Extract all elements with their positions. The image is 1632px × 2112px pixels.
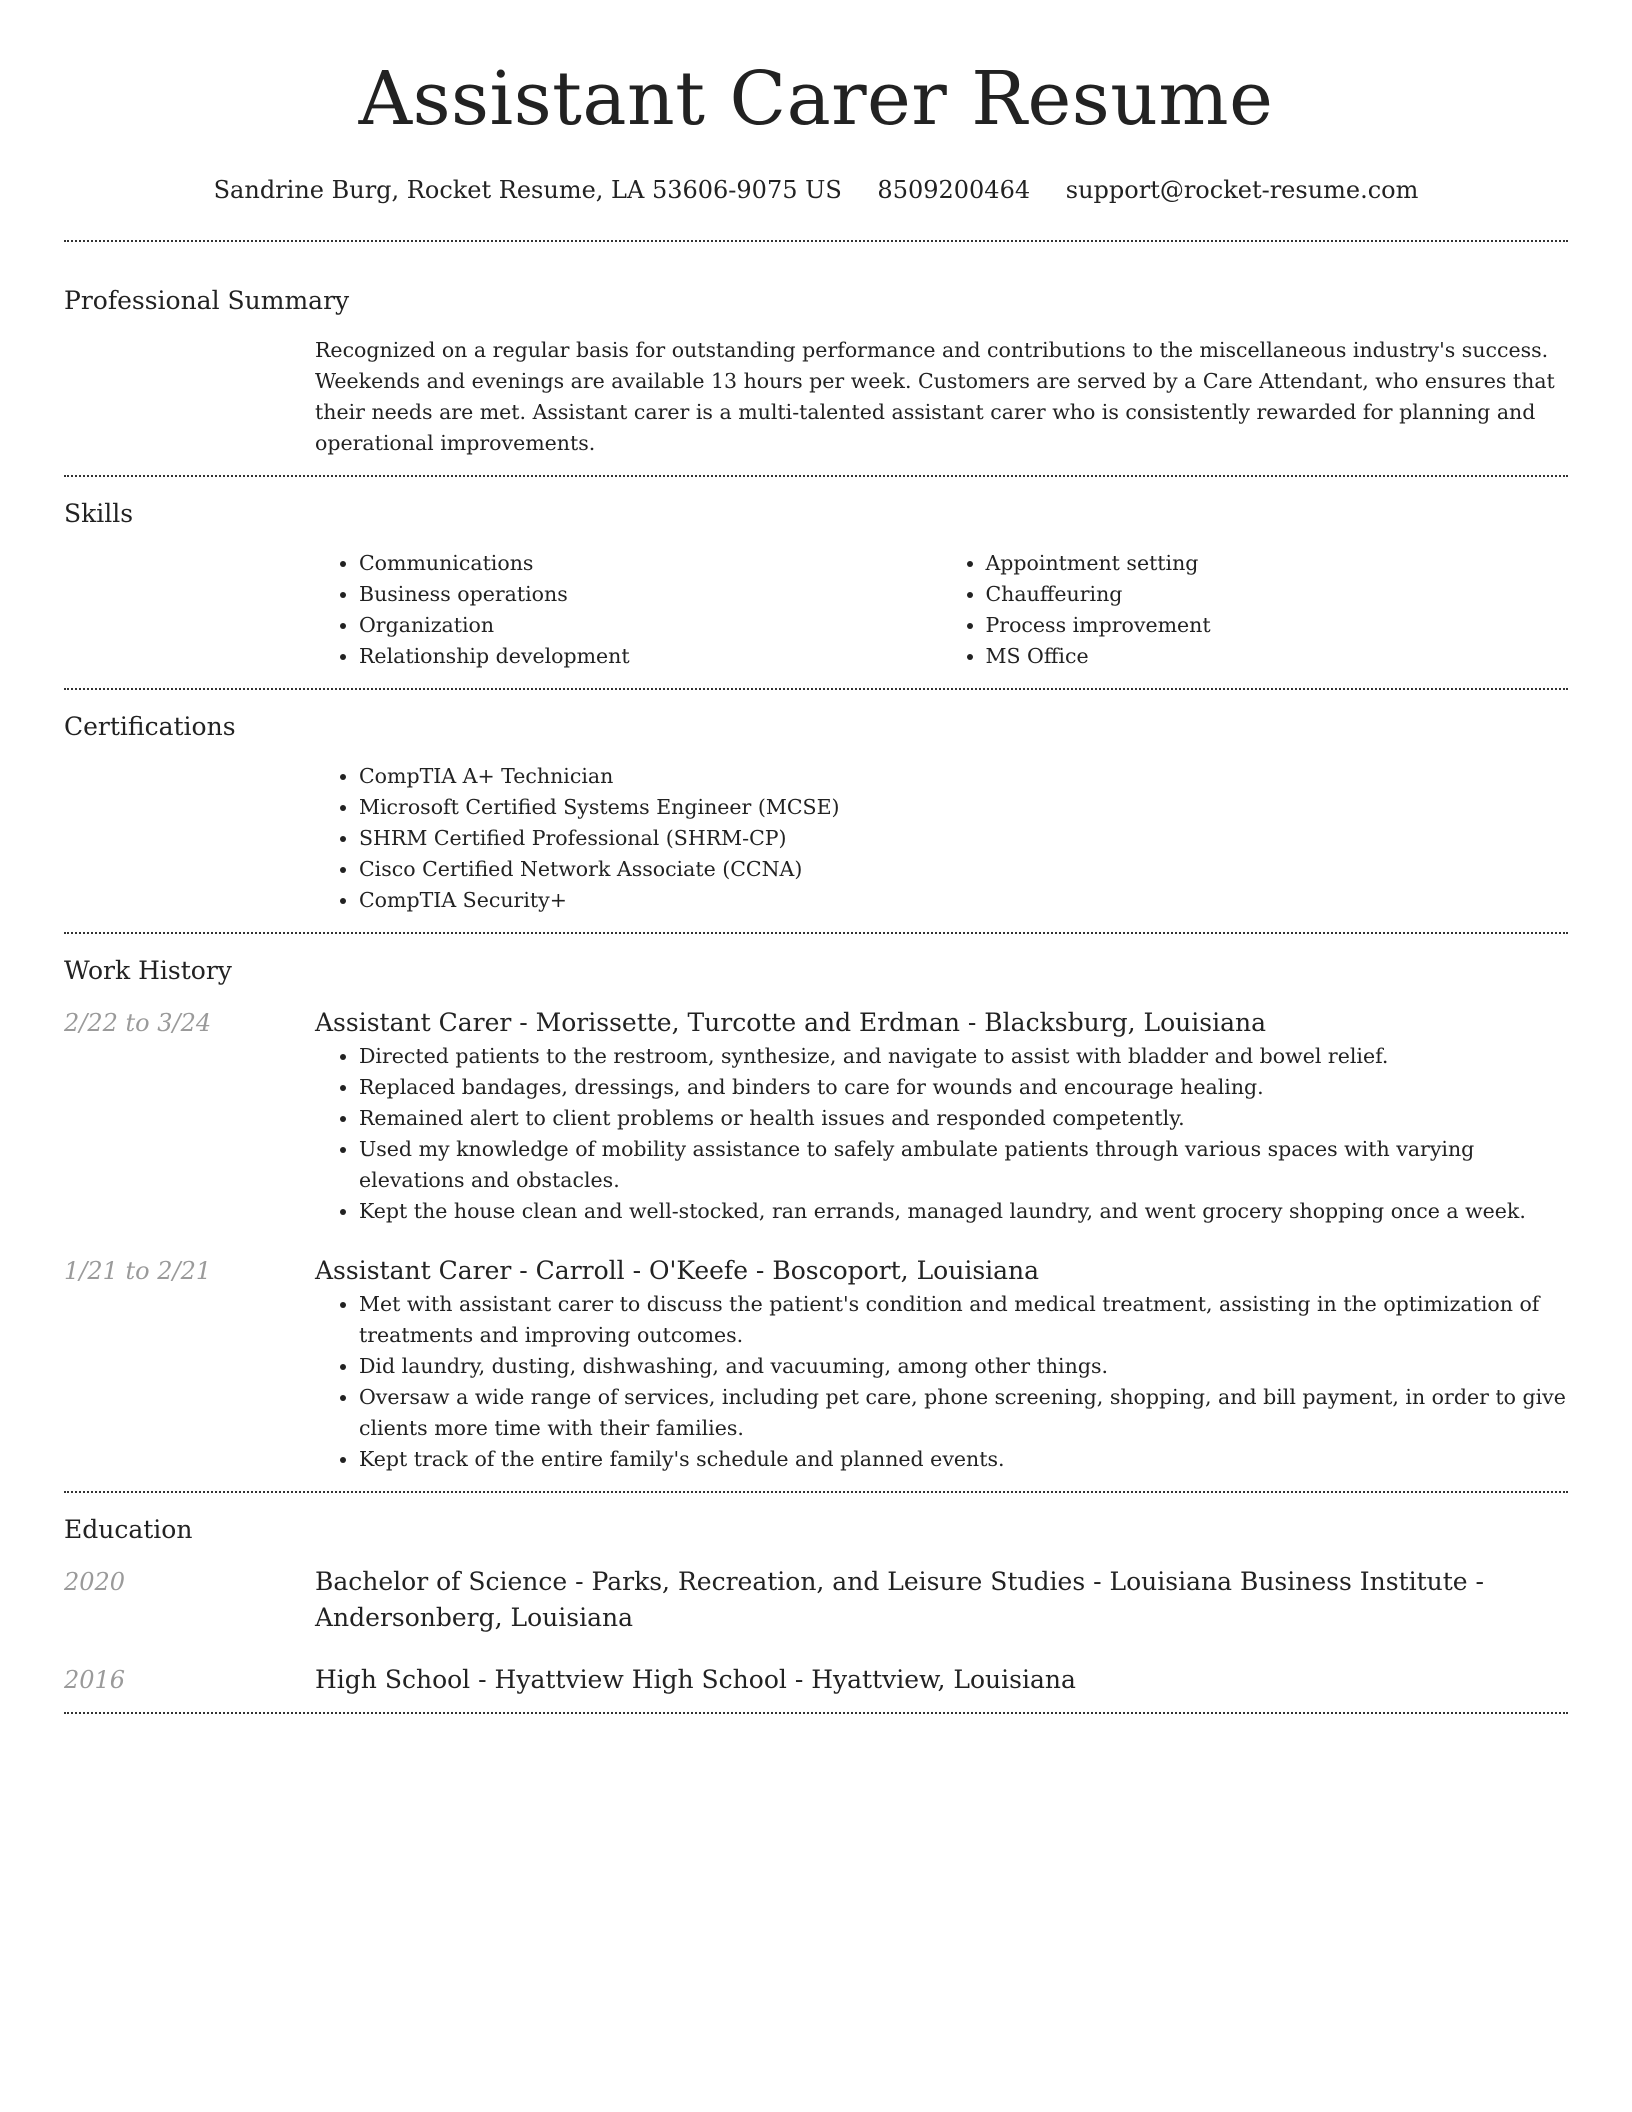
- work-bullet: • Kept track of the entire family's schedule and planned events.: [359, 1444, 1568, 1475]
- skills-section: [64, 477, 1568, 688]
- work-bullet: • Replaced bandages, dressings, and binders to care for wounds and encourage healing.: [359, 1072, 1568, 1103]
- work-details: [315, 1005, 1568, 1227]
- skills-grid: [315, 548, 1568, 688]
- certifications-list: [315, 761, 1568, 916]
- work-entry: [64, 1005, 1568, 1227]
- work-bullet: • Remained alert to client problems or health issues and responded competently.: [359, 1103, 1568, 1134]
- education-heading-text: High School - Hyattview High School - Hyattview, Louisiana: [315, 1665, 1076, 1694]
- certification-item: • CompTIA A+ Technician: [359, 761, 1568, 792]
- work-bullet: • Used my knowledge of mobility assistance to safely ambulate patients through various spaces with varying elevations and obstacles.: [359, 1134, 1568, 1196]
- certifications-body: [315, 761, 1568, 932]
- skill-item: • Chauffeuring: [986, 579, 1569, 610]
- certification-item: • CompTIA Security+: [359, 885, 1568, 916]
- education-entry: [64, 1662, 1568, 1698]
- contact-line: [64, 176, 1568, 204]
- summary-body: [315, 335, 1568, 475]
- work-bullet: • Did laundry, dusting, dishwashing, and vacuuming, among other things.: [359, 1351, 1568, 1382]
- education-entry: [64, 1564, 1568, 1636]
- summary-text: Recognized on a regular basis for outstanding performance and contributions to the miscellaneous industry's success. Weekends and evenings are available 13 hours per week. Customers are served by a Care Attendant, who ensures that their needs are met. Assistant carer is a multi-talented assistant carer who is consistently rewarded for planning and operational improvements.: [315, 338, 1555, 455]
- work-bullets: [315, 1289, 1568, 1475]
- skill-item: • Appointment setting: [986, 548, 1569, 579]
- summary-heading: Professional Summary: [64, 286, 350, 315]
- work-entry: [64, 1253, 1568, 1475]
- work-bullet: • Met with assistant carer to discuss the patient's condition and medical treatment, assisting in the optimization of treatments and improving outcomes.: [359, 1289, 1568, 1351]
- work-heading: Assistant Carer - Carroll - O'Keefe - Boscoport, Louisiana: [315, 1256, 1040, 1285]
- work-bullet: • Directed patients to the restroom, synthesize, and navigate to assist with bladder and bowel relief.: [359, 1041, 1568, 1072]
- skill-item: • Business operations: [359, 579, 942, 610]
- work-bullet: • Kept the house clean and well-stocked, ran errands, managed laundry, and went grocery shopping once a week.: [359, 1196, 1568, 1227]
- education-heading-text: Bachelor of Science - Parks, Recreation, and Leisure Studies - Louisiana Business Institute - Andersonberg, Louisiana: [315, 1567, 1484, 1632]
- work-bullet: • Oversaw a wide range of services, including pet care, phone screening, shopping, and bill payment, in order to give clients more time with their families.: [359, 1382, 1568, 1444]
- contact-email: support@rocket-resume.com: [1065, 176, 1419, 204]
- skills-heading: Skills: [64, 499, 134, 528]
- education-section: [64, 1493, 1568, 1698]
- education-year: 2020: [64, 1568, 126, 1596]
- certifications-section: [64, 690, 1568, 932]
- contact-address: Sandrine Burg, Rocket Resume, LA 53606-9075 US: [213, 176, 842, 204]
- work-dates: 1/21 to 2/21: [64, 1257, 212, 1285]
- skill-item: • Communications: [359, 548, 942, 579]
- work-details: [315, 1253, 1568, 1475]
- skills-list-left: [315, 548, 942, 672]
- work-bullets: [315, 1041, 1568, 1227]
- certification-item: • Cisco Certified Network Associate (CCNA): [359, 854, 1568, 885]
- summary-section: [64, 242, 1568, 475]
- skill-item: • Relationship development: [359, 641, 942, 672]
- certification-item: • SHRM Certified Professional (SHRM-CP): [359, 823, 1568, 854]
- work-history-heading: Work History: [64, 956, 232, 985]
- education-heading: Education: [64, 1515, 193, 1544]
- section-divider: [64, 1712, 1568, 1714]
- work-dates: 2/22 to 3/24: [64, 1009, 212, 1037]
- work-history-section: [64, 934, 1568, 1475]
- skill-item: • Process improvement: [986, 610, 1569, 641]
- work-heading: Assistant Carer - Morissette, Turcotte and Erdman - Blacksburg, Louisiana: [315, 1008, 1267, 1037]
- page-title: Assistant Carer Resume: [358, 56, 1274, 142]
- certifications-heading: Certifications: [64, 712, 236, 741]
- education-details: [315, 1662, 1568, 1698]
- education-year: 2016: [64, 1666, 126, 1694]
- skills-list-right: [942, 548, 1569, 672]
- skill-item: • MS Office: [986, 641, 1569, 672]
- certification-item: • Microsoft Certified Systems Engineer (MCSE): [359, 792, 1568, 823]
- education-details: [315, 1564, 1568, 1636]
- contact-phone: 8509200464: [877, 176, 1031, 204]
- skill-item: • Organization: [359, 610, 942, 641]
